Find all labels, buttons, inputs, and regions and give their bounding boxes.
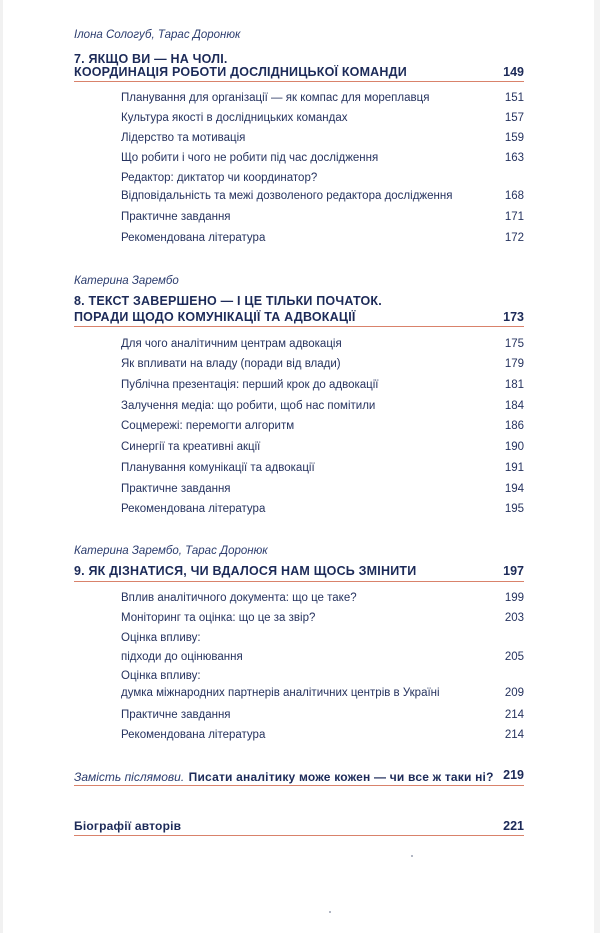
section-7-title-line-2: КООРДИНАЦІЯ РОБОТИ ДОСЛІДНИЦЬКОЇ КОМАНДИ	[74, 65, 407, 79]
section-7-item-4-page: 163	[504, 152, 524, 164]
section-7-item-1: Планування для організації — як компас для мореплавця	[121, 92, 430, 104]
section-9-item-5: Практичне завдання	[121, 709, 231, 721]
section-8-item-4: Залучення медіа: що робити, щоб нас помітили	[121, 400, 376, 412]
section-8-item-7: Планування комунікації та адвокації	[121, 462, 315, 474]
section-7-item-3: Лідерство та мотивація	[121, 132, 246, 144]
section-7-item-5-line-1: Редактор: диктатор чи координатор?	[121, 172, 318, 184]
section-9-item-1: Вплив аналітичного документа: що це таке?	[121, 592, 357, 604]
section-9-page: 197	[503, 564, 524, 578]
section-8-rule	[74, 326, 524, 327]
section-7-item-5-line-2: Відповідальність та межі дозволеного редактора дослідження	[121, 190, 453, 202]
section-7-item-5-page: 168	[504, 190, 524, 202]
section-9-item-4-line-2: думка міжнародних партнерів аналітичних центрів в Україні	[121, 687, 440, 699]
section-8-item-4-page: 184	[504, 400, 524, 412]
section-7-author: Ілона Сологуб, Тарас Доронюк	[74, 29, 241, 41]
afterword-line	[74, 768, 494, 786]
section-9-item-3-line-2: підходи до оцінювання	[121, 651, 243, 663]
section-7-item-7-page: 172	[504, 232, 524, 244]
section-9-item-2: Моніторинг та оцінка: що це за звір?	[121, 612, 316, 624]
section-8-item-5-page: 186	[504, 420, 524, 432]
section-8-title-line-1: 8. ТЕКСТ ЗАВЕРШЕНО — І ЦЕ ТІЛЬКИ ПОЧАТОК.	[74, 294, 382, 308]
section-8-title-line-2: ПОРАДИ ЩОДО КОМУНІКАЦІЇ ТА АДВОКАЦІЇ	[74, 310, 356, 324]
section-9-item-4-page: 209	[504, 687, 524, 699]
section-7-page: 149	[503, 65, 524, 79]
section-7-item-3-page: 159	[504, 132, 524, 144]
section-9-title-line-1: 9. ЯК ДІЗНАТИСЯ, ЧИ ВДАЛОСЯ НАМ ЩОСЬ ЗМІНИТИ	[74, 564, 417, 578]
section-8-item-2: Як впливати на владу (поради від влади)	[121, 358, 341, 370]
section-7-title-line-1: 7. ЯКЩО ВИ — НА ЧОЛІ.	[74, 52, 228, 66]
section-9-item-5-page: 214	[504, 709, 524, 721]
section-9-rule	[74, 581, 524, 582]
section-7-item-7: Рекомендована література	[121, 232, 266, 244]
section-9-item-3-line-1: Оцінка впливу:	[121, 632, 201, 644]
afterword-page: 219	[503, 768, 524, 782]
bios-page: 221	[503, 819, 524, 833]
section-7-item-6: Практичне завдання	[121, 211, 231, 223]
scan-speck	[329, 911, 331, 913]
section-9-item-3-page: 205	[504, 651, 524, 663]
section-8-item-5: Соцмережі: перемогти алгоритм	[121, 420, 295, 432]
section-7-item-6-page: 171	[504, 211, 524, 223]
section-8-page: 173	[503, 310, 524, 324]
afterword-label: Замість післямови.	[74, 770, 185, 784]
afterword-title: Писати аналітику може кожен — чи все ж таки ні?	[188, 770, 494, 784]
section-8-item-7-page: 191	[504, 462, 524, 474]
section-8-author: Катерина Зарембо	[74, 275, 179, 287]
section-7-rule	[74, 81, 524, 82]
section-7-item-2-page: 157	[504, 112, 524, 124]
section-9-item-1-page: 199	[504, 592, 524, 604]
section-8-item-6: Синергії та креативні акції	[121, 441, 261, 453]
section-8-item-9-page: 195	[504, 503, 524, 515]
afterword-rule	[74, 785, 524, 786]
section-8-item-9: Рекомендована література	[121, 503, 266, 515]
section-7-item-2: Культура якості в дослідницьких командах	[121, 112, 348, 124]
section-8-item-8: Практичне завдання	[121, 483, 231, 495]
bios-rule	[74, 835, 524, 836]
section-8-item-1: Для чого аналітичним центрам адвокація	[121, 338, 342, 350]
bios-title: Біографії авторів	[74, 819, 182, 833]
scan-speck	[411, 855, 413, 857]
section-8-item-1-page: 175	[504, 338, 524, 350]
section-9-item-2-page: 203	[504, 612, 524, 624]
section-8-item-8-page: 194	[504, 483, 524, 495]
section-8-item-3-page: 181	[504, 379, 524, 391]
section-8-item-6-page: 190	[504, 441, 524, 453]
section-8-item-2-page: 179	[504, 358, 524, 370]
section-9-author: Катерина Зарембо, Тарас Доронюк	[74, 545, 268, 557]
section-7-item-1-page: 151	[504, 92, 524, 104]
page-right-edge	[594, 0, 600, 933]
section-7-item-4: Що робити і чого не робити під час дослідження	[121, 152, 379, 164]
section-9-item-6: Рекомендована література	[121, 729, 266, 741]
page-left-edge	[0, 0, 3, 933]
section-8-item-3: Публічна презентація: перший крок до адвокації	[121, 379, 379, 391]
section-9-item-6-page: 214	[504, 729, 524, 741]
section-9-item-4-line-1: Оцінка впливу:	[121, 670, 201, 682]
